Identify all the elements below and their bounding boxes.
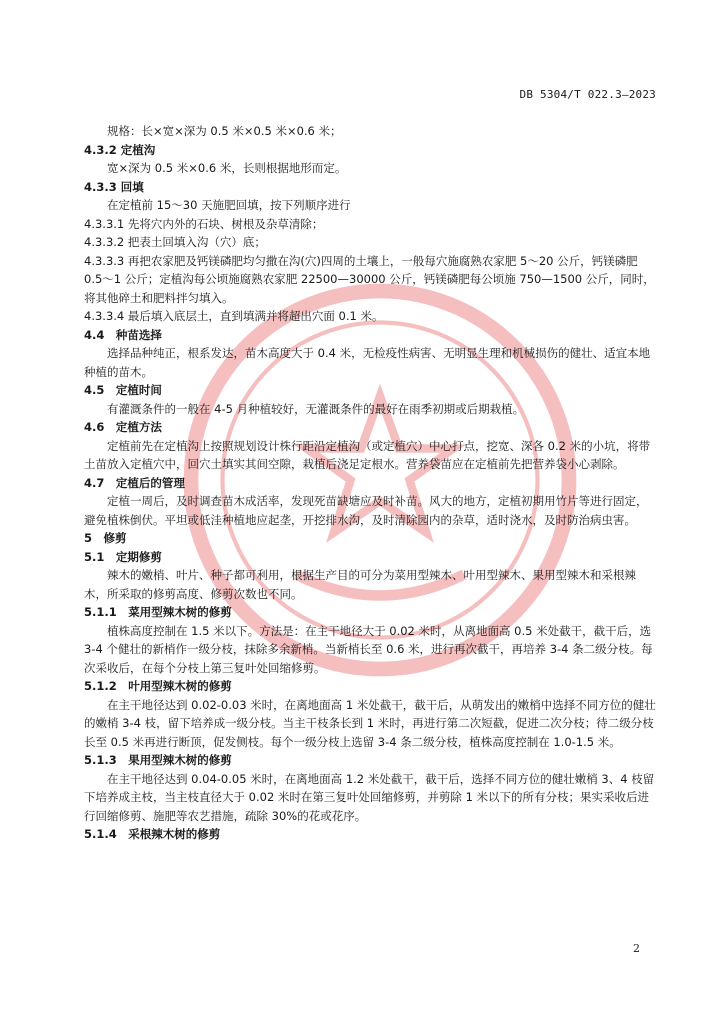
paragraph: 植株高度控制在 1.5 米以下。方法是：在主干地径大于 0.02 米时，从离地面高 0.5 米处截干，截干后，选 3-4 个健壮的新梢作一级分枝，抹除多余新梢。当新梢长至 0.6 米，进行再次截干，再培养 3-4 条二级分枝。每次采收后，在每个分枝上第三复叶处回缩修剪。	[84, 623, 653, 675]
section-heading: 4.5 定植时间	[84, 383, 162, 397]
section-heading: 5.1.4 采根辣木树的修剪	[84, 827, 221, 841]
section-heading: 5.1 定期修剪	[84, 549, 162, 564]
list-item: 4.3.3.1 先将穴内外的石块、树根及杂草清除；	[84, 216, 324, 231]
paragraph: 在主干地径达到 0.02-0.03 米时，在离地面高 1 米处截干，截干后，从萌发出的嫩梢中选择不同方位的健壮的嫩梢 3-4 枝，留下培养成一级分枝。当主干枝条长到 1 米时，再进行第二次短截，促进二次分枝；待二级分枝长至 0.5 米再进行断顶，促发侧枝。每个一级分枝上选留 3-4 条二级分枝，植株高度控制在 1.0-1.5 米。	[84, 697, 656, 749]
section-heading: 5 修剪	[84, 531, 127, 545]
section-heading: 5.1.3 果用型辣木树的修剪	[84, 753, 232, 767]
paragraph: 定植前先在定植沟上按照规划设计株行距沿定植沟（或定植穴）中心打点，挖宽、深各 0.2 米的小坑，将带土苗放入定植穴中，回穴土填实其间空隙，栽植后浇足定根水。营养袋苗应在定植前先把营养袋小心剥除。	[84, 438, 651, 471]
document-body	[84, 122, 658, 844]
section-heading: 4.3.2 定植沟	[84, 142, 156, 157]
section-heading: 4.7 定植后的管理	[84, 475, 185, 490]
section-heading: 4.4 种苗选择	[84, 327, 162, 342]
paragraph: 在主干地径达到 0.04-0.05 米时，在离地面高 1.2 米处截干，截干后，选择不同方位的健壮嫩梢 3、4 枝留下培养成主枝，当主枝直径大于 0.02 米时在第三复叶处回缩修剪，并剪除 1 米以下的所有分枝；果实采收后进行回缩修剪、施肥等农艺措施，疏除 30%的花或花序。	[84, 771, 655, 823]
list-item: 4.3.3.4 最后填入底层土，直到填满并将超出穴面 0.1 米。	[84, 309, 384, 323]
paragraph: 定植一周后，及时调查苗木成活率，发现死苗缺塘应及时补苗。风大的地方，定植初期用竹片等进行固定，避免植株倒伏。平坦或低洼种植地应起垄，开挖排水沟，及时清除园内的杂草，适时浇水，及时防治病虫害。	[84, 494, 648, 527]
paragraph: 规格：长×宽×深为 0.5 米×0.5 米×0.6 米；	[107, 124, 342, 138]
section-heading: 5.1.2 叶用型辣木树的修剪	[84, 679, 232, 693]
page-header: DB 5304/T 022.3—2023	[519, 88, 656, 101]
section-heading: 5.1.1 菜用型辣木树的修剪	[84, 605, 232, 619]
list-item: 4.3.3.2 把表土回填入沟（穴）底；	[84, 235, 266, 249]
paragraph: 有灌溉条件的一般在 4-5 月种植较好，无灌溉条件的最好在雨季初期或后期栽植。	[107, 401, 525, 416]
paragraph: 宽×深为 0.5 米×0.6 米，长则根据地形而定。	[107, 161, 347, 175]
section-heading: 4.6 定植方法	[84, 420, 162, 434]
list-item: 4.3.3.3 再把农家肥及钙镁磷肥均匀撒在沟(穴)四周的土壤上，一般每穴施腐熟农家肥 5～20 公斤，钙镁磷肥 0.5～1 公斤；定植沟每公顷施腐熟农家肥 22500—30000 公斤，钙镁磷肥每公顷施 750—1500 公斤，同时，将其他碎土和肥料拌匀填入。	[84, 253, 655, 305]
paragraph: 辣木的嫩梢、叶片、种子都可利用，根据生产目的可分为菜用型辣木、叶用型辣木、果用型辣木和采根辣木，所采取的修剪高度、修剪次数也不同。	[84, 568, 636, 601]
page-number: 2	[633, 942, 640, 955]
section-heading: 4.3.3 回填	[84, 179, 144, 194]
paragraph: 选择品种纯正，根系发达，苗木高度大于 0.4 米，无检疫性病害、无明显生理和机械损伤的健壮、适宜本地种植的苗木。	[84, 346, 651, 379]
paragraph: 在定植前 15～30 天施肥回填，按下列顺序进行	[107, 198, 351, 212]
